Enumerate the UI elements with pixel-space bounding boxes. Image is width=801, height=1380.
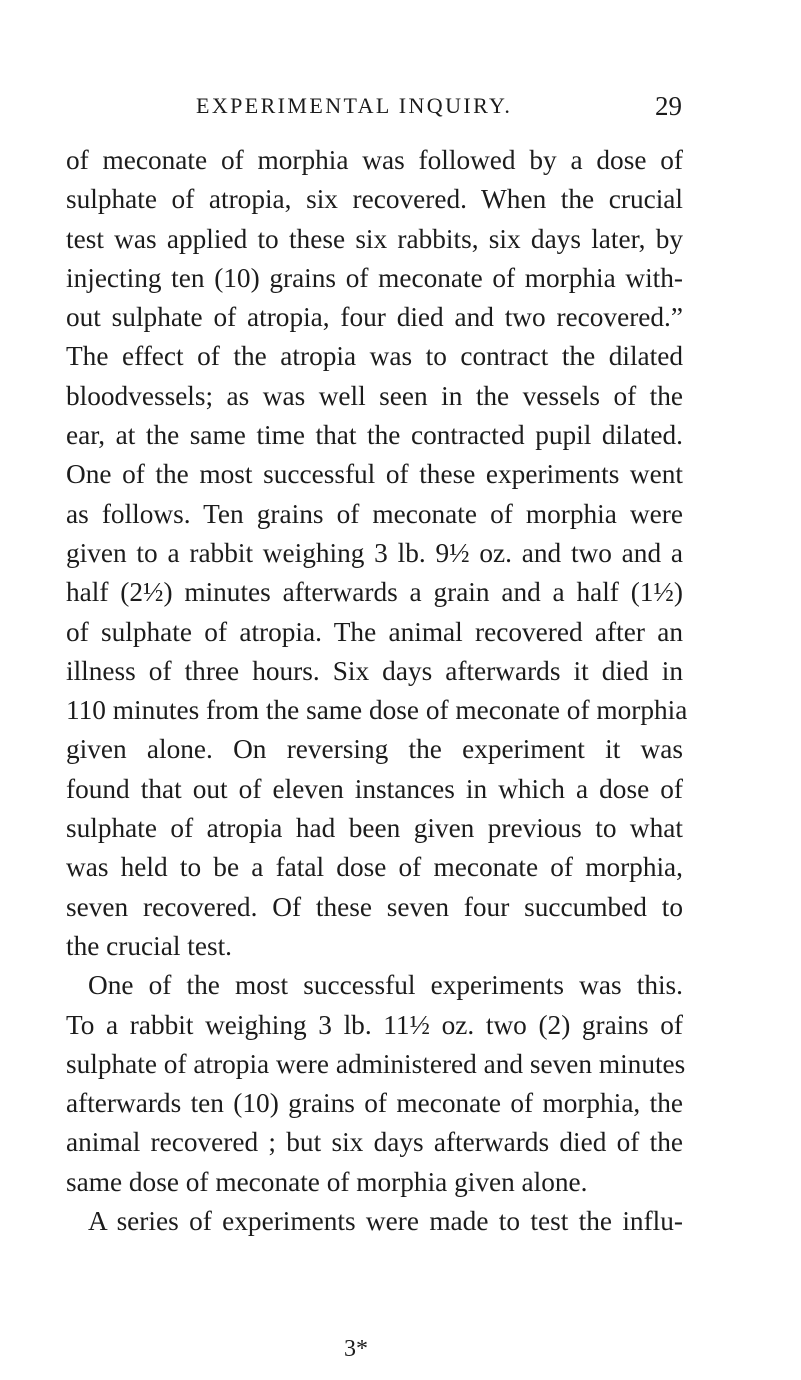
body-text (66, 141, 688, 1241)
text-line: test was applied to these six rabbits, six days later, by (66, 223, 683, 254)
text-line: illness of three hours. Six days afterwards it died in (66, 655, 683, 686)
text-line: given to a rabbit weighing 3 lb. 9½ oz. and two and a (66, 537, 683, 568)
text-line: sulphate of atropia had been given previous to what (66, 813, 683, 844)
text-line: One of the most successful experiments was this. (88, 970, 683, 1001)
text-line: bloodvessels; as was well seen in the vessels of the (66, 380, 683, 411)
signature-mark: 3* (344, 1336, 368, 1362)
text-line: same dose of meconate of morphia given alone. (66, 1166, 588, 1197)
text-line: given alone. On reversing the experiment it was (66, 734, 683, 765)
text-line: of meconate of morphia was followed by a dose of (66, 145, 683, 175)
text-line: ear, at the same time that the contracted pupil dilated. (66, 420, 683, 451)
text-line: afterwards ten (10) grains of meconate of morphia, the (66, 1088, 683, 1119)
text-line: 110 minutes from the same dose of meconate of morphia (66, 695, 688, 726)
text-line: To a rabbit weighing 3 lb. 11½ oz. two (2) grains of (66, 1009, 683, 1040)
text-line: injecting ten (10) grains of meconate of morphia with- (66, 262, 683, 293)
text-line: A series of experiments were made to test the influ- (88, 1206, 683, 1237)
page-number: 29 (655, 91, 682, 121)
text-line: sulphate of atropia were administered and seven minutes (66, 1048, 686, 1079)
text-line: The effect of the atropia was to contract the dilated (66, 341, 683, 372)
running-head-title: EXPERIMENTAL INQUIRY. (196, 93, 513, 118)
text-line: half (2½) minutes afterwards a grain and a half (1½) (66, 577, 683, 608)
text-line: of sulphate of atropia. The animal recovered after an (66, 616, 683, 647)
text-line: the crucial test. (66, 930, 232, 961)
text-line: sulphate of atropia, six recovered. When the crucial (66, 184, 683, 215)
running-head (196, 91, 682, 121)
text-line: One of the most successful of these experiments went (66, 459, 683, 490)
text-line: animal recovered ; but six days afterwards died of the (66, 1127, 683, 1158)
text-line: as follows. Ten grains of meconate of morphia were (66, 498, 683, 529)
text-line: out sulphate of atropia, four died and two recovered.” (66, 302, 683, 333)
text-line: seven recovered. Of these seven four succumbed to (66, 891, 683, 922)
text-line: found that out of eleven instances in which a dose of (66, 773, 683, 804)
text-line: was held to be a fatal dose of meconate of morphia, (66, 852, 683, 883)
